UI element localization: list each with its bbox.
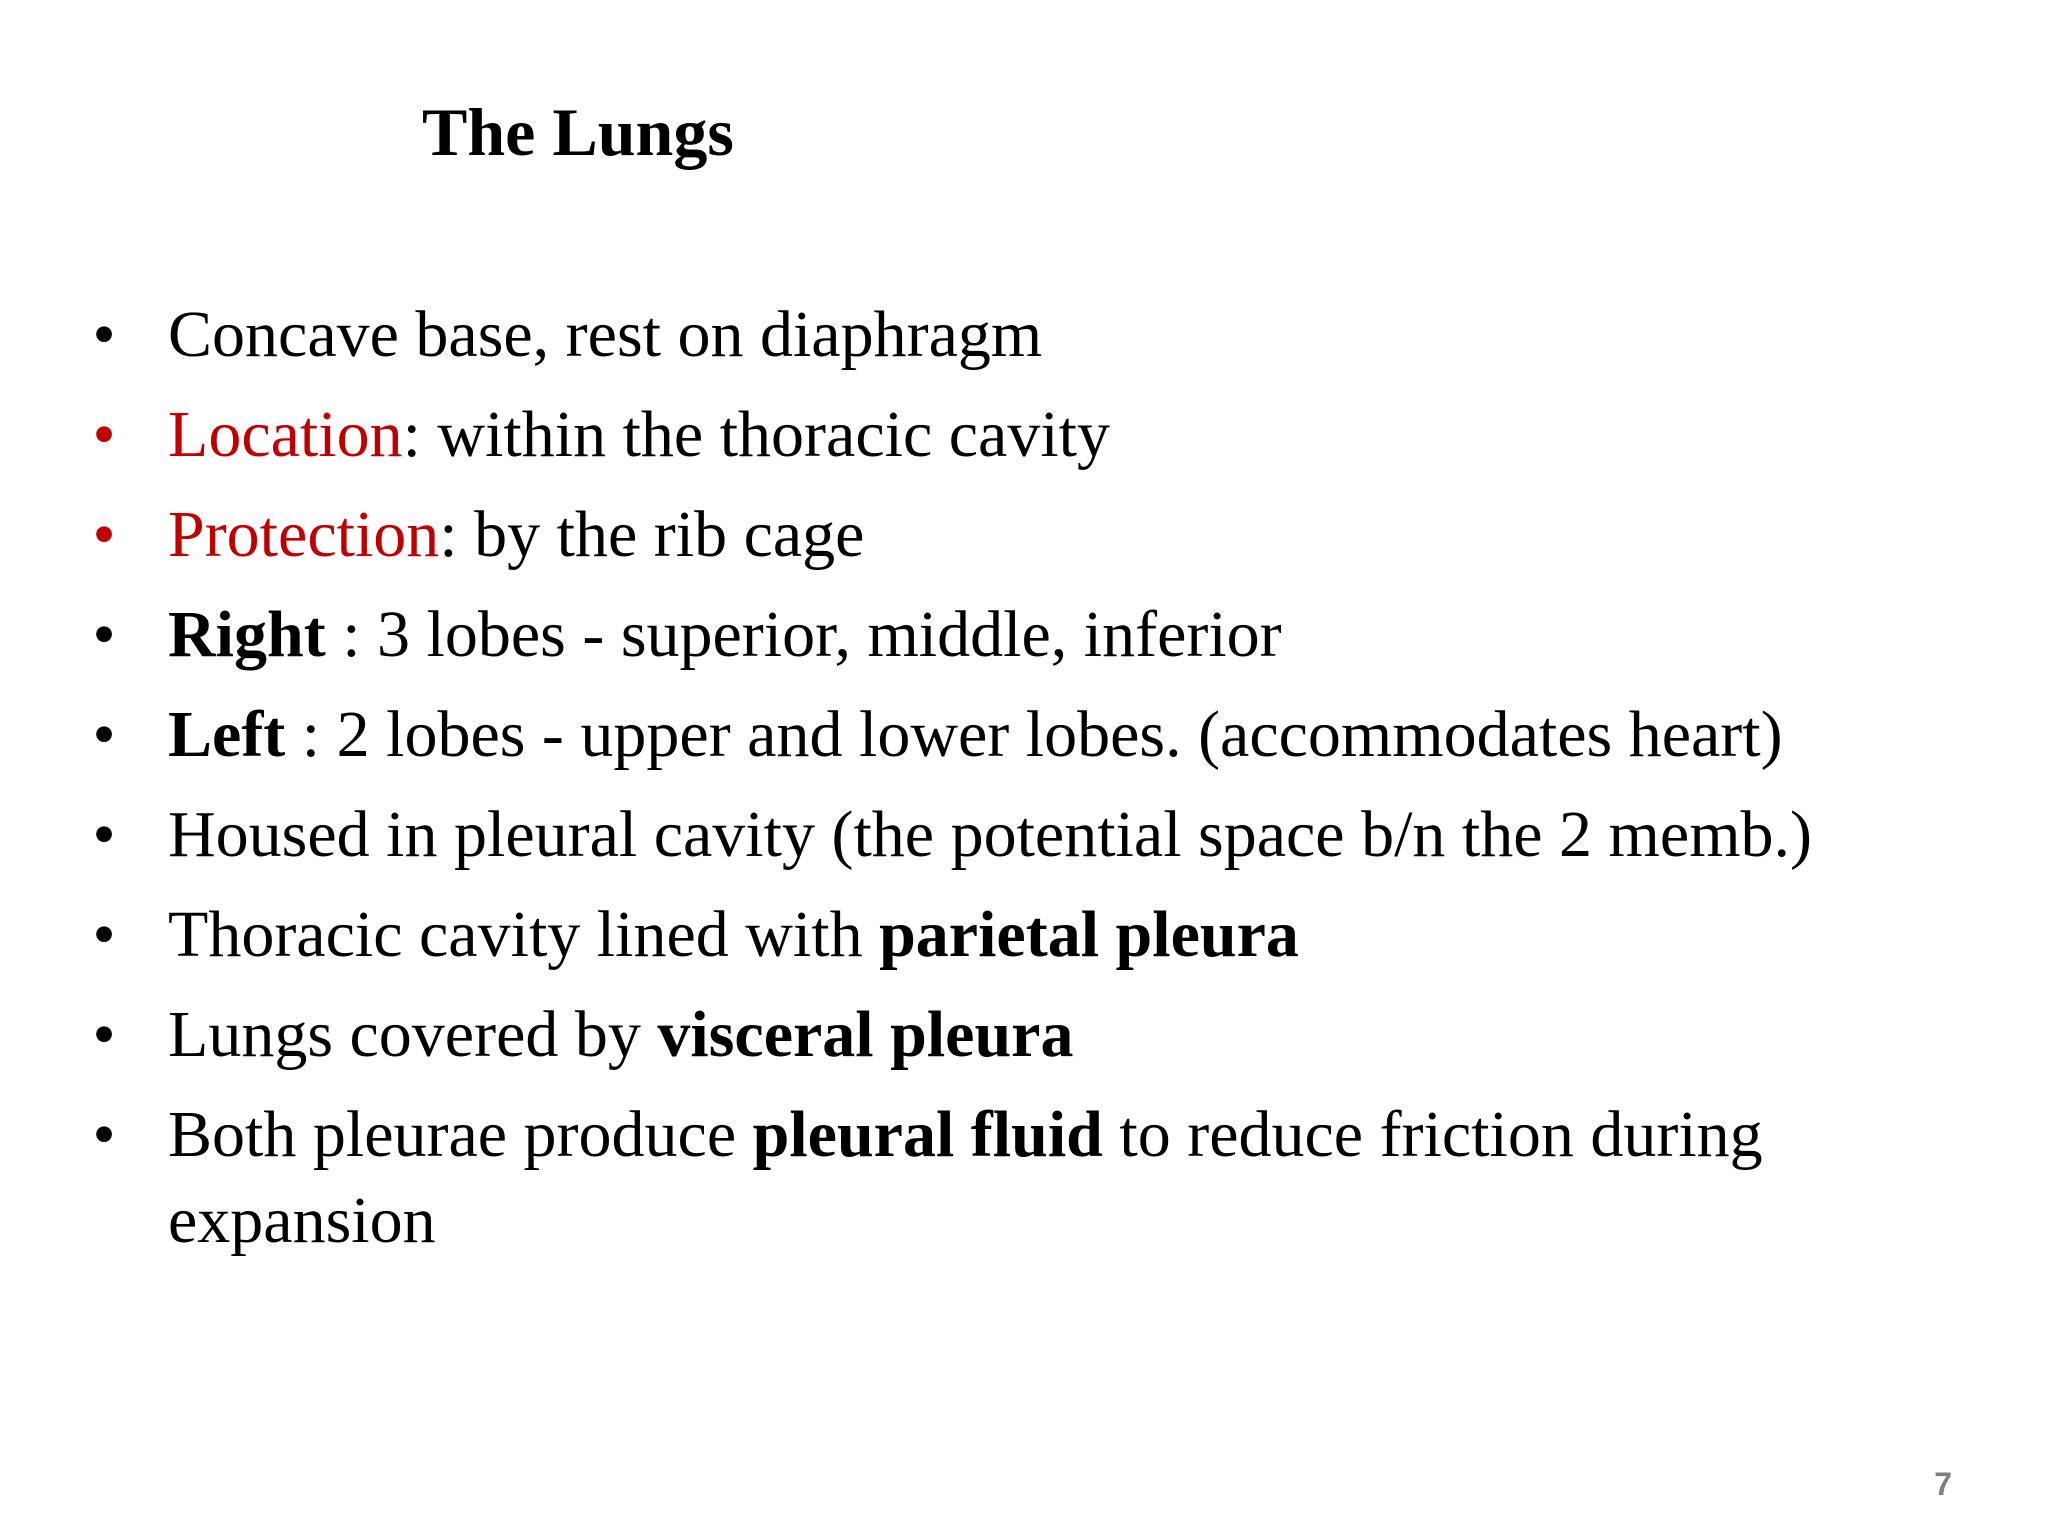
bullet-text: Housed in pleural cavity (the potential space b/n the 2 memb.) [168,798,1813,871]
term-left: Left [168,698,286,771]
bullet-icon: • [92,398,116,471]
bullet-rest: to reduce friction during [1102,1098,1763,1171]
bullet-continuation: expansion [168,1184,436,1257]
bullet-pre: Lungs covered by [168,998,658,1071]
bullet-icon: • [92,998,116,1071]
bullet-text [168,592,1282,678]
bullet-icon: • [92,898,116,971]
slide-title: The Lungs [422,94,734,170]
bullet-rest: : 3 lobes - superior, middle, inferior [325,598,1282,671]
term-location: Location [168,398,403,471]
bullet-text [168,992,1073,1078]
page-number: 7 [1934,1466,1952,1502]
bullet-pre: Thoracic cavity lined with [168,898,880,971]
bullet-icon: • [92,498,116,571]
bullet-text: Concave base, rest on diaphragm [168,298,1043,371]
bullet-rest: : by the rib cage [439,498,865,571]
term-parietal-pleura: parietal pleura [879,898,1299,971]
bullet-text [168,1092,1763,1264]
term-right: Right [168,598,326,671]
bullet-rest: : within the thoracic cavity [402,398,1111,471]
bullet-icon: • [92,1098,116,1171]
bullet-rest: : 2 lobes - upper and lower lobes. (accommodates heart) [285,698,1783,771]
term-visceral-pleura: visceral pleura [657,998,1074,1071]
bullet-icon: • [92,698,116,771]
bullet-pre: Both pleurae produce [168,1098,753,1171]
term-pleural-fluid: pleural fluid [752,1098,1103,1171]
bullet-text [168,692,1783,778]
bullet-text [168,892,1299,978]
bullet-icon: • [92,298,116,371]
bullet-icon: • [92,798,116,871]
bullet-text [168,492,864,578]
bullet-icon: • [92,598,116,671]
term-protection: Protection [168,498,440,571]
bullet-text [168,392,1110,478]
